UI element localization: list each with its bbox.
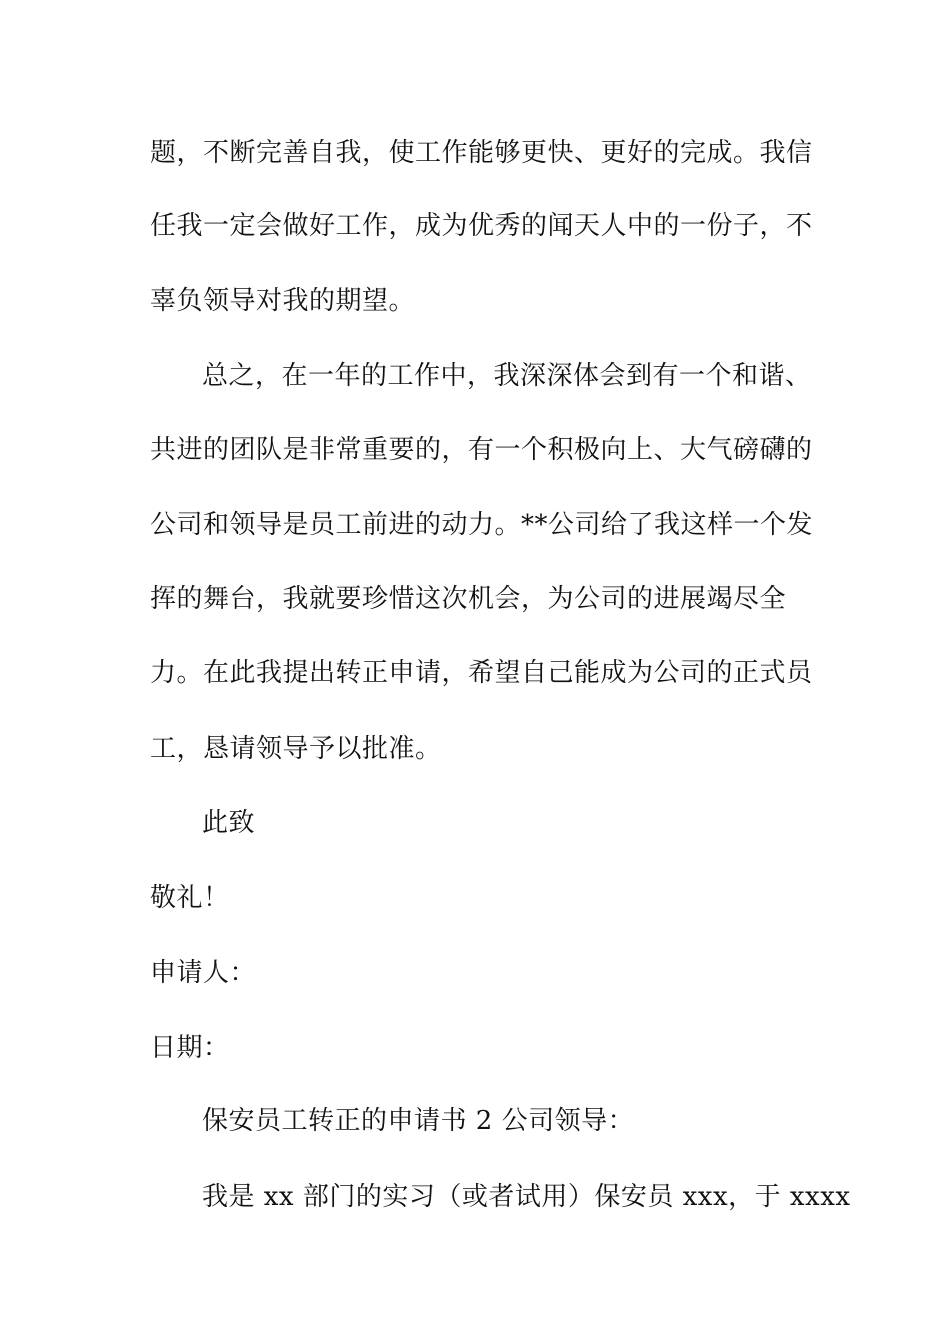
- paragraph-line-3: 辜负领导对我的期望。: [150, 286, 416, 316]
- paragraph-line-9: 工，恳请领导予以批准。: [150, 734, 442, 764]
- section-heading: 保安员工转正的申请书 2 公司领导：: [202, 1106, 635, 1136]
- closing-salutation: 此致: [202, 808, 256, 838]
- paragraph-line-1: 题，不断完善自我，使工作能够更快、更好的完成。我信: [150, 138, 813, 168]
- paragraph-line-7: 挥的舞台，我就要珍惜这次机会，为公司的进展竭尽全: [150, 584, 787, 614]
- paragraph-line-5: 共进的团队是非常重要的，有一个积极向上、大气磅礴的: [150, 435, 813, 465]
- paragraph-line-4: 总之，在一年的工作中，我深深体会到有一个和谐、: [202, 361, 812, 391]
- paragraph-line-6: 公司和领导是员工前进的动力。**公司给了我这样一个发: [150, 510, 814, 540]
- paragraph-line-2: 任我一定会做好工作，成为优秀的闻天人中的一份子，不: [150, 211, 813, 241]
- date-label: 日期：: [150, 1033, 230, 1063]
- paragraph-line-8: 力。在此我提出转正申请，希望自己能成为公司的正式员: [150, 658, 813, 688]
- applicant-label: 申请人：: [150, 958, 257, 988]
- closing-regards: 敬礼！: [150, 883, 230, 913]
- paragraph-line-last: 我是 xx 部门的实习（或者试用）保安员 xxx，于 xxxx: [202, 1182, 851, 1212]
